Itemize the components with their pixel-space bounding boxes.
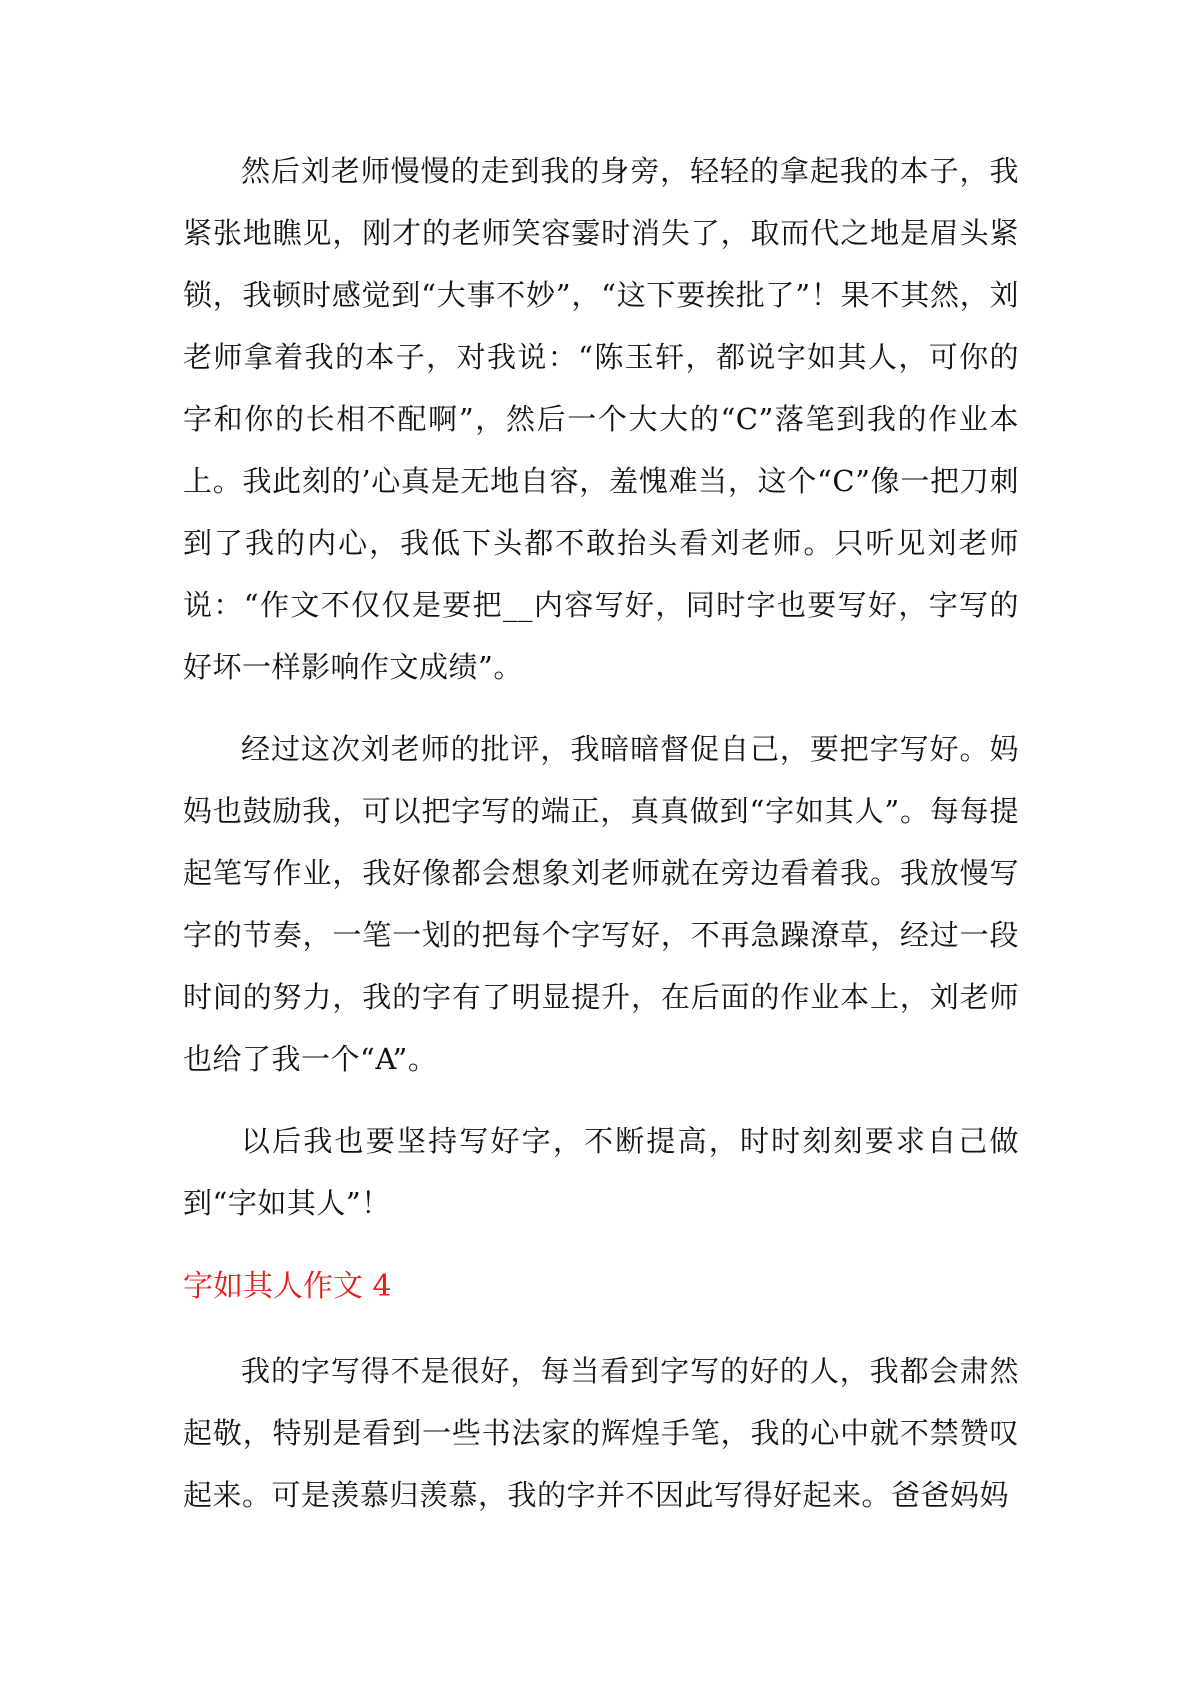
paragraph-teacher-grade-c: 然后刘老师慢慢的走到我的身旁，轻轻的拿起我的本子，我紧张地瞧见，刚才的老师笑容霎时消失了，取而代之地是眉头紧锁，我顿时感觉到“大事不妙”，“这下要挨批了”！果不其然，刘老师拿着我的本子，对我说：“陈玉轩，都说字如其人，可你的字和你的长相不配啊”，然后一个大大的“C”落笔到我的作业本上。我此刻的’心真是无地自容，羞愧难当，这个“C”像一把刀刺到了我的内心，我低下头都不敢抬头看刘老师。只听见刘老师说：“作文不仅仅是要把__内容写好，同时字也要写好，字写的好坏一样影响作文成绩”。 [183, 154, 1019, 684]
paragraph-conclusion: 以后我也要坚持写好字，不断提高，时时刻刻要求自己做到“字如其人”！ [183, 1124, 1019, 1220]
paragraph-essay-4-intro: 我的字写得不是很好，每当看到字写的好的人，我都会肃然起敬，特别是看到一些书法家的辉煌手笔，我的心中就不禁赞叹起来。可是羡慕归羡慕，我的字并不因此写得好起来。爸爸妈妈 [183, 1354, 1019, 1512]
section-heading: 字如其人作文 4 [183, 1269, 392, 1304]
document-body [183, 140, 1019, 1526]
paragraph-improvement: 经过这次刘老师的批评，我暗暗督促自己，要把字写好。妈妈也鼓励我，可以把字写的端正，真真做到“字如其人”。每每提起笔写作业，我好像都会想象刘老师就在旁边看着我。我放慢写字的节奏，一笔一划的把每个字写好，不再急躁潦草，经过一段时间的努力，我的字有了明显提升，在后面的作业本上，刘老师也给了我一个“A”。 [183, 732, 1019, 1076]
